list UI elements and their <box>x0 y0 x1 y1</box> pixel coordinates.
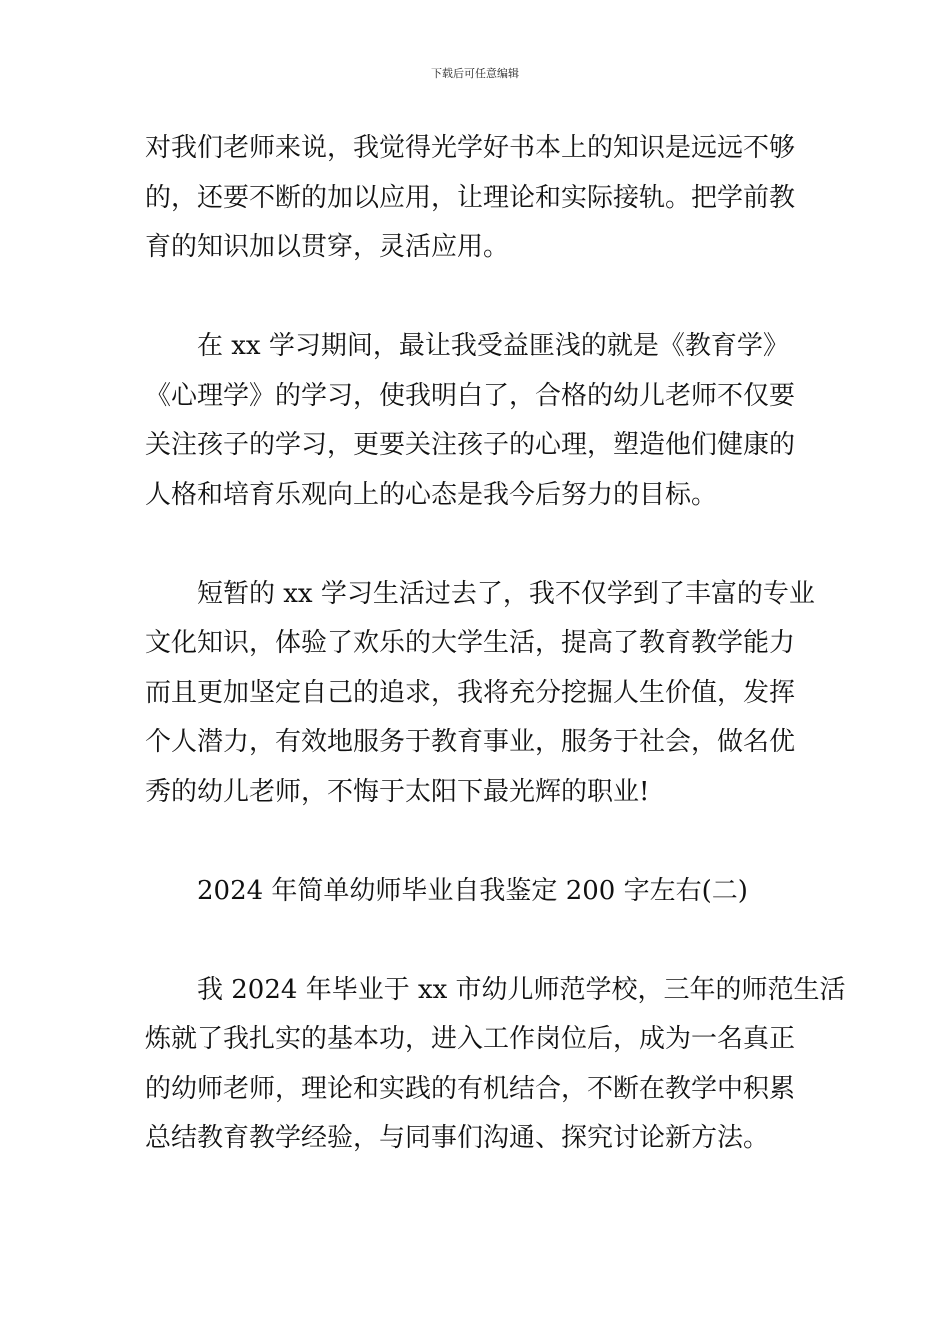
paragraph <box>145 570 815 818</box>
text-line: 人格和培育乐观向上的心态是我今后努力的目标。 <box>145 479 718 510</box>
paragraph <box>145 124 810 273</box>
text-line: 我 2024 年毕业于 xx 市幼儿师范学校，三年的师范生活 <box>197 974 846 1005</box>
text-line: 的，还要不断的加以应用，让理论和实际接轨。把学前教 <box>145 182 796 213</box>
text-line: 《心理学》的学习，使我明白了，合格的幼儿老师不仅要 <box>145 380 796 411</box>
text-line: 炼就了我扎实的基本功，进入工作岗位后，成为一名真正 <box>145 1024 796 1054</box>
paragraph-gap <box>145 273 810 323</box>
text-line: 文化知识，体验了欢乐的大学生活，提高了教育教学能力 <box>145 628 796 658</box>
text-line: 总结教育教学经验，与同事们沟通、探究讨论新方法。 <box>145 1123 770 1153</box>
page-header-note: 下载后可任意编辑 <box>431 67 519 80</box>
text-line: 而且更加坚定自己的追求，我将充分挖掘人生价值，发挥 <box>145 677 796 708</box>
text-line: 在 xx 学习期间，最让我受益匪浅的就是《教育学》 <box>197 331 789 361</box>
paragraph-gap <box>145 817 810 867</box>
paragraph <box>145 322 810 520</box>
text-line: 的幼师老师，理论和实践的有机结合，不断在教学中积累 <box>145 1073 796 1104</box>
heading-text: 2024 年简单幼师毕业自我鉴定 200 字左右(二) <box>197 875 748 906</box>
text-line: 秀的幼儿老师，不悔于太阳下最光辉的职业! <box>145 776 650 807</box>
text-line: 育的知识加以贯穿，灵活应用。 <box>145 232 510 262</box>
text-line: 对我们老师来说，我觉得光学好书本上的知识是远远不够 <box>145 133 796 163</box>
text-line: 短暂的 xx 学习生活过去了，我不仅学到了丰富的专业 <box>197 578 815 609</box>
section-heading <box>145 867 810 917</box>
text-line: 个人潜力，有效地服务于教育事业，服务于社会，做名优 <box>145 727 796 757</box>
paragraph-gap <box>145 916 810 966</box>
text-line: 关注孩子的学习，更要关注孩子的心理，塑造他们健康的 <box>145 430 796 460</box>
paragraph-gap <box>145 520 810 570</box>
paragraph <box>145 966 846 1164</box>
document-body <box>145 124 846 1164</box>
